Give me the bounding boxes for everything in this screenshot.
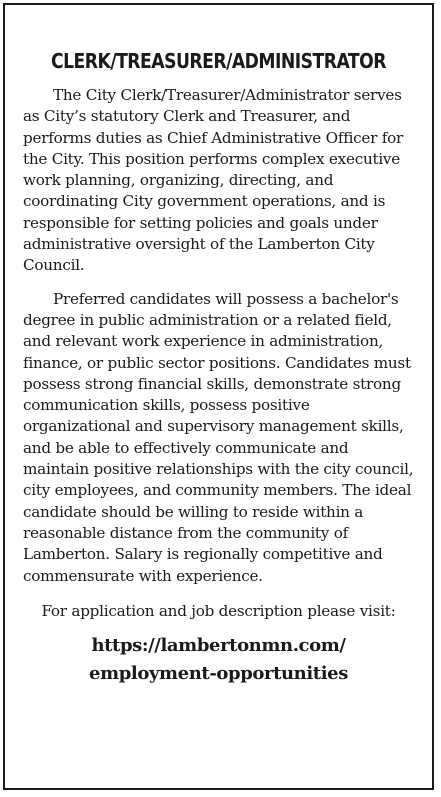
candidate-requirements-paragraph: Preferred candidates will possess a bachelor's degree in public administration or a related field, and relevant work experience in administration, finance, or public sector positions. Candidates must possess strong financial skills, demonstrate strong communication skills, possess positive organizational and supervisory management skills, and be able to effectively communicate and maintain positive relationships with the city council, city employees, and community members. The ideal candidate should be willing to reside within a reasonable distance from the community of Lamberton. Salary is regionally competitive and commensurate with experience. xyxy=(23,289,414,585)
job-description-paragraph: The City Clerk/Treasurer/Administrator serves as City’s statutory Clerk and Treasurer, and performs duties as Chief Administrative Officer for the City. This position performs complex executive work planning, organizing, directing, and coordinating City government operations, and is responsible for setting policies and goals under administrative oversight of the Lamberton City Council. xyxy=(23,86,404,275)
application-instructions: For application and job description please visit: xyxy=(41,601,396,620)
application-url-line-2: employment-opportunities xyxy=(89,662,348,684)
ad-title: CLERK/TREASURER/ADMINISTRATOR xyxy=(51,49,386,73)
application-url-line-1: https://lambertonmn.com/ xyxy=(91,634,346,656)
application-url xyxy=(23,632,414,688)
job-advertisement xyxy=(3,3,434,790)
